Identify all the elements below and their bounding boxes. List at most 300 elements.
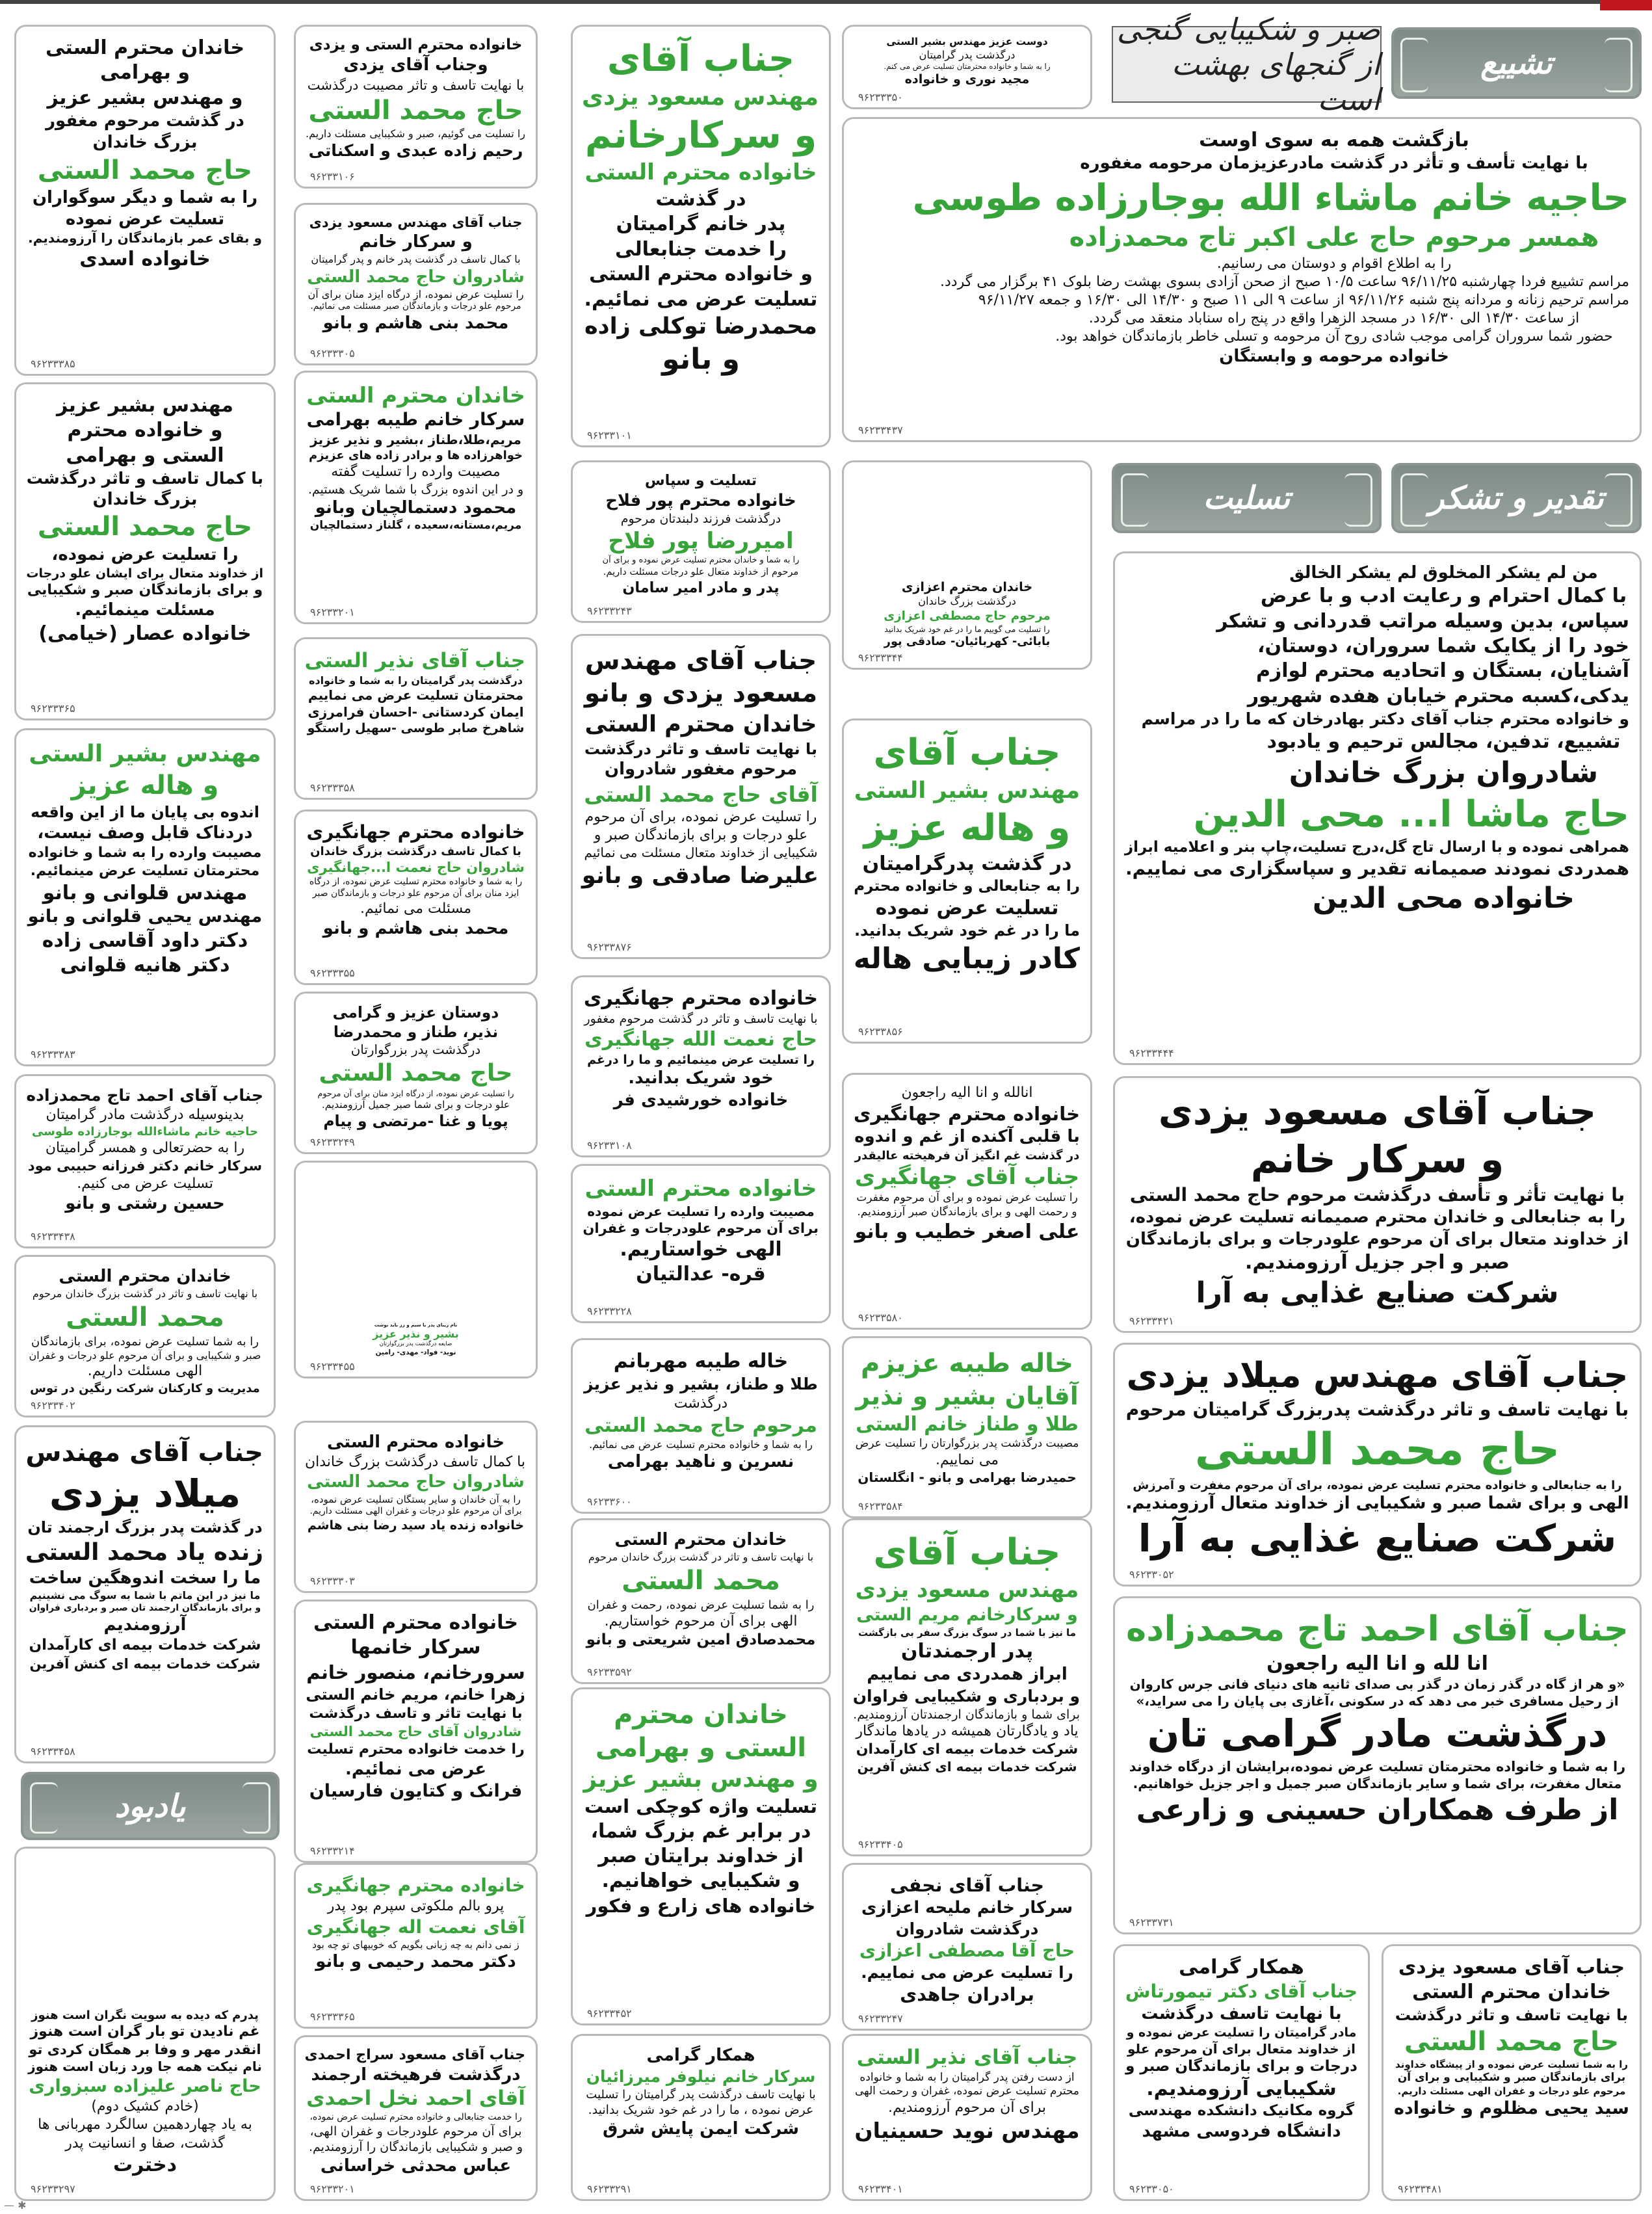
notice-line: مرحوم حاج مصطفی اعزازی (884, 609, 1051, 624)
notice-line: جناب آقای احمد تاج محمدزاده (1126, 1609, 1629, 1649)
notice-code: ۹۶۲۳۳۴۰۲ (31, 1399, 75, 1412)
notice-line: خانواده محترم الستی (313, 1611, 518, 1634)
notice-line: و مهندس بشیر عزیز (583, 1766, 819, 1793)
notice-line: همسر مرحوم حاج علی اکبر تاج محمدزاده (1069, 222, 1599, 253)
notice-line: بشیر و نذیر عزیز (373, 1328, 459, 1341)
notice-line: الهی و برای شما صبر و شکیبایی از خداوند متعال آرزومندیم. (1125, 1493, 1629, 1513)
notice-code: ۹۶۲۳۳۲۲۸ (587, 1305, 632, 1317)
notice-line: خاندان محترم الستی (306, 382, 525, 408)
notice-line: سرورخانم، منصور خانم (306, 1661, 525, 1683)
notice-line: شکیبایی از خداوند متعال مسئلت می نمائیم (584, 845, 818, 861)
notice-line: خانواده محترم جهانگیری (583, 987, 819, 1010)
notice-a1 (14, 25, 276, 376)
notice-line: الستی و بهرامی (595, 1733, 807, 1763)
notice-line: سپاس، بدین وسیله مراتب قدردانی و تشکر (1216, 609, 1629, 633)
banner-yadbood: یادبود (21, 1772, 280, 1840)
notice-line: درگذشت شادروان (895, 1919, 1039, 1939)
notice-line: مراسم ترحیم زنانه و مردانه پنج شنبه ۹۶/۱۱/۲۶ از ساعت ۹ الی ۱۱ صبح و ۱۴/۳۰ الی ۱۶/۳۰ و جمعه ۹۶/۱۱/۲۷ (978, 291, 1629, 308)
notice-b11 (294, 2035, 538, 2201)
notice-line: و خانواده محترم (67, 419, 223, 442)
notice-line: پدر ارجمندتان (900, 1639, 1034, 1663)
notice-line: خانواده اسدی (79, 248, 211, 271)
notice-line: و بانو (662, 342, 740, 376)
notice-code: ۹۶۲۳۳۴۵۸ (31, 1745, 75, 1758)
notice-b9 (294, 1600, 538, 1863)
notice-line: را به شما و خانواده محترمتان تسلیت عرض نموده،برایشان از درگاه خداوند (1129, 1758, 1626, 1774)
notice-line: با نهایت تاسف و تاثر درگذشت (584, 739, 818, 758)
notice-e7 (1382, 1944, 1642, 2201)
notice-code: ۹۶۲۳۳۰۵۲ (1129, 1568, 1174, 1581)
notice-c5 (571, 1164, 831, 1323)
notice-line: مرحوم علو درجات و غفران الهی مسئلت داریم. (1397, 2085, 1626, 2097)
notice-line: حاجیه خانم ماشاءالله بوجارزاده طوسی (31, 1125, 259, 1139)
notice-line: خانواده محترم الستی (584, 1176, 817, 1202)
notice-line: خانواده عصار (خیامی) (38, 622, 252, 645)
notice-b5 (294, 810, 538, 985)
notice-line: خاله طیبه مهربانم (613, 1350, 789, 1373)
notice-line: را تسلیت عرض مینمائیم و ما را درغم (587, 1053, 815, 1068)
notice-line: با نهایت تاثر و تاسف درگذشت (309, 1705, 523, 1722)
notice-a2 (14, 382, 276, 720)
banner-tasliat: تسلیت (1112, 463, 1382, 533)
notice-line: آقای نعمت اله جهانگیری (306, 1916, 525, 1938)
notice-line: مهندس مسعود یزدی (582, 83, 819, 111)
banner-tashyi: تشییع (1391, 27, 1642, 99)
notice-line: پویا و غنا -مرتضی و پیام (323, 1112, 508, 1131)
notice-line: مرحوم از خداوند متعال علو درجات مسئلت داریم. (603, 566, 799, 577)
notice-line: جناب آقای مسعود سراج احمدی (304, 2047, 525, 2063)
notice-line: ما را سخت اندوهگین ساخت (29, 1568, 261, 1588)
notice-line: با نهایت تاسف و تاثر در گذشت بزرگ خاندان مرحوم (32, 1287, 258, 1300)
notice-line: با نهایت تاسف و تاثر درگذشت پدربزرگ گرامیتان مرحوم (1125, 1398, 1629, 1420)
notice-line: را به شما تسلیت عرض نموده، برای بازماندگان (31, 1334, 259, 1349)
notice-line: امیررضا پور فلاح (608, 527, 794, 554)
notice-code: ۹۶۲۳۳۲۴۹ (310, 1136, 355, 1148)
notice-line: برای آن مرحوم علو درجات و غفران الهی مسئلت داریم. (309, 1505, 522, 1516)
notice-line: را تسلیت می گوئیم، صبر و شکیبایی مسئلت داریم. (306, 127, 525, 140)
notice-line: و هاله عزیز (71, 771, 219, 801)
notice-line: بزرگ خاندان (92, 133, 198, 153)
notice-code: ۹۶۲۳۳۳۴۴ (858, 652, 903, 664)
notice-line: خانواده محترم الستی و یزدی (309, 36, 523, 53)
notice-line: حاج محمد الستی (37, 512, 253, 542)
notice-line: محمد بنی هاشم و بانو (322, 918, 509, 938)
notice-line: الهی مسئلت داریم. (87, 1363, 203, 1380)
notice-line: همدردی نمودند صمیمانه تقدیر و سپاسگزاری می نماییم. (1125, 858, 1629, 880)
notice-line: خاندان محترم الستی (59, 1267, 231, 1286)
notice-code: ۹۶۲۳۳۳۰۳ (310, 1575, 355, 1587)
notice-line: صبر و اجر جزیل آرزومندیم. (1244, 1250, 1510, 1274)
notice-code: ۹۶۲۳۳۵۸۴ (858, 1500, 903, 1512)
notice-line: اندوه بی پایان ما از این واقعه (31, 803, 259, 822)
notice-code: ۹۶۲۳۳۶۰۰ (587, 1496, 632, 1508)
notice-line: را به حضرتعالی و همسر گرامیتان (45, 1140, 245, 1157)
notice-line: طلا و طناز، بشیر و نذیر عزیز (584, 1375, 818, 1394)
notice-line: جناب آقای (873, 731, 1061, 774)
notice-line: حاج محمد الستی (1194, 1423, 1560, 1475)
notice-line: خانواده محترم پور فلاح (605, 490, 796, 510)
notice-line: مریم،طلا،طناز ،بشیر و نذیر عزیز (310, 431, 521, 447)
notice-line: جناب آقای مهندس میلاد یزدی (1126, 1356, 1629, 1395)
notice-code: ۹۶۲۳۳۳۸۳ (31, 1048, 75, 1061)
notice-line: برای آن مرحوم آرزومندیم. (887, 2100, 1047, 2116)
notice-line: زنده یاد محمد الستی (25, 1539, 263, 1566)
notice-line: شرکت خدمات بیمه ای کنش آفرین (29, 1655, 261, 1672)
notice-line: شادروان بزرگ خاندان (1289, 756, 1599, 789)
notice-line: دخترت (112, 2153, 177, 2176)
notice-line: را خدمت جنابعالی و خانواده محترم تسلیت عرض نموده، (309, 2112, 522, 2123)
notice-line: مصیبت وارده را به شما و خانواده (28, 845, 262, 862)
notice-line: حاج نعمت الله جهانگیری (584, 1027, 817, 1051)
notice-code: ۹۶۲۳۳۳۰۵ (310, 347, 355, 360)
notice-line: حاج ناصر علیزاده سبزواری (29, 2076, 261, 2096)
notice-line: جناب آقای نذیر الستی (304, 649, 525, 672)
notice-line: (خادم کشیک دوم) (91, 2098, 199, 2115)
notice-e5 (1113, 1596, 1642, 1934)
notice-line: حاج آقا مصطفی اعزازی (859, 1940, 1075, 1961)
notice-b6 (294, 992, 538, 1154)
notice-line: علو درجات و برای شما صبر جمیل آرزومندیم. (321, 1098, 510, 1111)
notice-line: در برابر غم بزرگ شما، (590, 1819, 811, 1843)
notice-line: را به آن خاندان و سایر بستگان تسلیت عرض نموده، (311, 1493, 521, 1505)
notice-line: مهندس یحیی قلوانی و بانو (27, 906, 263, 927)
notice-line: و سرکار خانم (1250, 1137, 1504, 1182)
notice-code: ۹۶۲۳۳۲۴۳ (587, 605, 632, 617)
notice-line: خود را از یکایک شما سروران، دوستان، (1257, 635, 1629, 658)
notice-line: با نهایت تأسف و تأثر در گذشت مادرعزیزمان مرحومه مغفوره (1080, 153, 1588, 174)
notice-line: از خداوند متعال برای ایشان علو درجات (26, 566, 263, 581)
notice-line: نوید- فواد- مهدی- رامین (375, 1348, 456, 1356)
notice-line: دانشگاه فردوسی مشهد (1142, 2121, 1341, 2141)
notice-line: را تسلیت عرض نموده، از درگاه ایزد منان برای آن مرحوم (317, 1088, 514, 1098)
notice-line: شرکت ایمن پایش شرق (602, 2118, 800, 2139)
notice-line: را به شما تسلیت عرض نموده، رحمت و غفران (587, 1598, 815, 1612)
notice-line: انقدر مهر و وفا بر همگان کردی تو (29, 2042, 261, 2058)
notice-line: در گذشت پدر بزرگ ارجمند تان (27, 1518, 263, 1537)
notice-line: می نماییم. (935, 1451, 999, 1468)
notice-line: خاندان محترم اعزازی (901, 579, 1033, 594)
notice-line: حسین رشتی و بانو (65, 1194, 225, 1214)
notice-line: دکتر محمد رحیمی و بانو (315, 1952, 516, 1971)
notice-line: جناب آقای احمد تاج محمدزاده (26, 1086, 263, 1105)
notice-d1 (842, 25, 1092, 109)
notice-line: تسلیت عرض نموده (875, 896, 1059, 919)
notice-line: مادر گرامیتان را تسلیت عرض نموده و (1126, 2025, 1357, 2040)
notice-line: دردناک قابل وصف نیست، (37, 823, 253, 843)
notice-b3 (294, 371, 538, 624)
notice-code: ۹۶۲۳۳۴۳۸ (31, 1230, 75, 1243)
notice-code: ۹۶۲۳۳۲۱۴ (310, 1845, 355, 1857)
notice-line: را به شما و خانواده محترم تسلیت عرض نموده، از درگاه (309, 876, 523, 887)
notice-line: با نهایت تاسف و تاثر در گذشت بزرگ خاندان مرحوم (588, 1551, 814, 1564)
notice-line: در گذشت غم انگیز آن فرهیخته عالیقدر (854, 1148, 1080, 1163)
notice-e1 (842, 117, 1642, 442)
notice-code: ۹۶۲۳۳۵۸۰ (858, 1311, 903, 1324)
notice-line: عرض می نمائیم. (345, 1759, 486, 1779)
notice-line: خاله طیبه عزیزم (861, 1349, 1073, 1378)
notice-line: حاج محمد الستی (319, 1059, 513, 1087)
notice-line: جناب آقای نجفی (889, 1875, 1045, 1896)
notice-line: حاجیه خانم ماشاء الله بوجارزاده طوسی (912, 176, 1629, 219)
notice-b4 (294, 637, 538, 800)
notice-code: ۹۶۲۳۳۲۹۷ (31, 2183, 75, 2195)
notice-line: با نهایت تاسف و تاثر درگذشت (1395, 2005, 1629, 2024)
notice-line: مسئلت مینمائیم. (75, 600, 215, 620)
notice-line: مهندس بشیر الستی (854, 777, 1080, 804)
notice-line: و سرکار خانم (359, 231, 473, 252)
notice-line: جناب آقای مهندس (584, 646, 817, 676)
notice-line: بزرگ خاندان (92, 490, 198, 510)
notice-line: محمد الستی (622, 1565, 780, 1596)
notice-line: همکار گرامی (1179, 1956, 1304, 1979)
notice-line: ما را در غم خود شریک بدانید. (854, 921, 1080, 940)
notice-line: با کمال تاسف و تاثر درگذشت (26, 469, 263, 488)
notice-code: ۹۶۲۳۳۸۵۶ (858, 1025, 903, 1038)
top-rule (0, 0, 1652, 4)
notice-line: پرو بالم ملکوتی سپرم بود پدر (327, 1897, 505, 1914)
notice-line: را تسلیت عرض نموده، از درگاه ایزد منان برای آن (308, 287, 524, 300)
notice-line: با نهایت تاسف و تاثر در گذشت مرحوم مغفور (584, 1012, 818, 1027)
notice-line: شادروان حاج محمد الستی (307, 267, 525, 287)
notice-line: خاندان محترم الستی (584, 711, 817, 737)
notice-line: محترمتان تسلیت عرض مینمائیم. (30, 863, 260, 880)
notice-e6 (1113, 1944, 1370, 2201)
notice-line: و بهرامی (99, 61, 190, 85)
notice-line: خانواده های زارع و فکور (586, 1894, 816, 1917)
notice-line: از ساعت ۱۴/۳۰ الی ۱۶/۳۰ در مسجد الزهرا واقع در پنج راه سناباد منعقد می گردد. (1088, 310, 1580, 326)
notice-line: درگذشت پدر گرامیتان را به شما و خانواده (308, 674, 523, 687)
notice-line: فرانک و کتایون فارسیان (309, 1781, 523, 1802)
notice-code: ۹۶۲۳۳۳۵۵ (310, 967, 355, 979)
notice-line: مریم،مستانه،سعیده ، گلناز دستمالچیان (309, 519, 522, 533)
notice-code: ۹۶۲۳۳۴۰۵ (858, 1838, 903, 1851)
notice-line: و مهندس بشیر عزیز (47, 86, 243, 109)
notice-line: تسلیت عرض می کنیم. (77, 1176, 213, 1193)
notice-code: ۹۶۲۳۳۲۹۱ (587, 2183, 632, 2195)
notice-b10 (294, 1863, 538, 2029)
notice-line: تسلیت عرض می نمائیم. (584, 287, 818, 311)
notice-line: درگذشت پدر گرامیتان (919, 48, 1016, 61)
notice-line: یدکی،کسبه محترم خیابان هفده شهریور (1247, 684, 1629, 707)
notice-line: و صبر و شکیبایی بازماندگان را آرزومندیم. (308, 2140, 523, 2155)
notice-line: محترمتان تسلیت عرض می نماییم (308, 687, 524, 704)
notice-line: خاندان محترم (614, 1700, 788, 1730)
notice-line: از خداوند متعال برای آن مرحوم علو (1127, 2040, 1356, 2057)
notice-code: ۹۶۲۳۳۳۵۸ (310, 782, 355, 794)
notice-line: عباس محدثی خراسانی (320, 2155, 512, 2176)
notice-line: متعال مغفرت، برای شما و سایر بازماندگان صبر جمیل و اجر جزیل خواهانیم. (1133, 1775, 1622, 1791)
notice-line: نذیر، طناز و محمدرضا (333, 1023, 499, 1042)
notice-code: ۹۶۲۳۳۲۰۱ (310, 2183, 355, 2195)
notice-code: ۹۶۲۳۳۷۳۱ (1129, 1916, 1174, 1929)
notice-line: من لم یشکر المخلوق لم یشکر الخالق (1289, 563, 1598, 583)
notice-line: را به جنابعالی و خانواده محترم (854, 877, 1080, 895)
notice-line: مرحوم علو درجات و بازماندگان صبر مسئلت می نمائیم. (310, 301, 521, 312)
notice-line: محمد بنی هاشم و بانو (322, 313, 509, 334)
notice-line: شادروان آقای حاج محمد الستی (309, 1723, 522, 1739)
notice-line: خانواده محترم الستی (584, 159, 817, 186)
notice-line: خانواده محترم الستی (327, 1432, 505, 1452)
notice-line: از طرف همکاران حسینی و زارعی (1136, 1793, 1619, 1827)
notice-line: ما نیز با شما در سوگ بزرگ سفر بی بازگشت (858, 1626, 1076, 1639)
notice-line: ابراز همدردی می نماییم (867, 1665, 1068, 1685)
notice-line: خاندان محترم الستی (1411, 1981, 1612, 2004)
notice-code: ۹۶۲۳۳۱۰۱ (587, 429, 632, 441)
notice-line: حاج محمد الستی (1404, 2026, 1619, 2057)
notice-line: الهی خواستاریم. (620, 1237, 782, 1261)
notice-line: را به اطلاع اقوام و دوستان می رسانیم. (1216, 255, 1452, 272)
notice-line: علیرضا صادقی و بانو (581, 862, 819, 889)
notice-line: انالله و انا الیه راجعون (901, 1085, 1033, 1101)
notice-line: «و هر از گاه در گذر زمان در گذر بی صدای ثانیه های دنیای فانی جرس کاروان (1129, 1676, 1625, 1693)
notice-line: را به جنابعالی و خاندان محترم صمیمانه تسلیت عرض نموده، (1129, 1207, 1626, 1228)
notice-a5 (14, 1255, 276, 1417)
notice-d7 (842, 1863, 1092, 2031)
notice-line: تسلیت عرض نموده (65, 209, 225, 230)
notice-line: جناب آقای (607, 38, 795, 80)
notice-line: و برای بازماندگان ارجمند تان صبر و بردباری فراوان (29, 1602, 261, 1613)
notice-e2 (1113, 551, 1642, 1065)
notice-line: مهندس مسعود یزدی (855, 1576, 1079, 1603)
notice-line: را تسلیت عرض نموده و برای آن مرحوم مغفرت (856, 1191, 1078, 1205)
notice-line: از خداوند متعال برای آن مرحوم علودرجات و برای بازماندگان (1125, 1229, 1629, 1249)
notice-d5 (842, 1336, 1092, 1518)
notice-code: ۹۶۲۳۳۲۰۱ (310, 606, 355, 618)
notice-line: برای شما و بازماندگان ارجمندتان آرزومندیم. (853, 1707, 1080, 1722)
notice-line: مدیریت و کارکنان شرکت رنگین در توس (30, 1381, 260, 1395)
notice-line: خانواده مرحومه و وابستگان (1219, 347, 1449, 367)
top-red-marker (1600, 0, 1652, 10)
notice-line: خانواده زنده یاد سید رضا بنی هاشم (307, 1518, 525, 1533)
notice-line: حاج ماشا ا... محی الدین (1193, 793, 1629, 836)
notice-b8 (294, 1421, 538, 1593)
notice-line: انا لله و انا الیه راجعون (1266, 1652, 1488, 1675)
notice-line: شرکت صنایع غذایی به آرا (1138, 1516, 1617, 1561)
notice-line: و سرکارخانم مریم الستی (856, 1605, 1078, 1626)
notice-c4 (571, 975, 831, 1157)
notice-line: تشییع، تدفین، مجالس ترحیم و یادبود (1266, 730, 1621, 754)
notice-line: درگذشت بزرگ خاندان (918, 595, 1016, 608)
notice-line: را تسلیت عرض می نماییم. (861, 1963, 1073, 1983)
notice-line: و بردباری و شکیبایی فراوان (852, 1686, 1080, 1706)
notice-line: درجات و برای بازماندگان صبر و (1125, 2058, 1357, 2076)
notice-line: را تسلیت عرض نموده، (51, 544, 239, 564)
notice-b1 (294, 25, 538, 189)
notice-line: در گذشت (655, 187, 746, 211)
notice-line: الهی برای آن مرحوم خواستاریم. (604, 1613, 798, 1629)
notice-line: سید یحیی مظلوم و خانواده (1394, 2098, 1629, 2118)
notice-line: غم نادیدن تو بار گران است هنوز (30, 2023, 260, 2040)
notice-e3 (1113, 1076, 1642, 1333)
notice-line: حاج محمد الستی (37, 155, 253, 185)
notice-line: سرکار خانم طیبه بهرامی (306, 410, 525, 430)
banner-taqdir: تقدیر و تشکر (1391, 463, 1642, 533)
notice-line: سرکار خانم ملیحه اعزازی (861, 1898, 1073, 1918)
notice-line: با نهایت تاسف درگذشت (1141, 2004, 1342, 2024)
notice-c7 (571, 1518, 831, 1684)
notice-a3 (14, 728, 276, 1066)
notice-line: را تسلیت عرض نموده، برای آن مرحوم (584, 808, 817, 825)
notice-line: جناب آقای مسعود یزدی (1158, 1089, 1597, 1133)
notice-line: گروه مکانیک دانشکده مهندسی (1128, 2102, 1355, 2120)
notice-code: ۹۶۲۳۳۴۲۱ (1129, 1315, 1174, 1327)
notice-c6 (571, 1338, 831, 1514)
notice-line: آقای حاج محمد الستی (584, 781, 818, 807)
notice-line: مهندس بشیر عزیز (56, 394, 234, 417)
notice-code: ۹۶۲۳۳۵۹۲ (587, 1666, 632, 1678)
notice-line: و رحمت الهی و برای بازماندگان صبر آرزومندیم. (857, 1205, 1077, 1219)
notice-line: در گذشت پدرگرامیتان (862, 852, 1072, 876)
notice-d4 (842, 1073, 1092, 1330)
notice-line: تسلیت و سپاس (644, 472, 757, 489)
notice-line: مهندس بشیر الستی (29, 741, 261, 767)
notice-line: در گذشت مرحوم مغفور (46, 111, 244, 131)
notice-line: به یاد چهاردهمین سالگرد مهربانی ها (38, 2116, 252, 2133)
notice-line: سرکار خانم دکتر فرزانه حبیبی مود (27, 1158, 263, 1174)
notice-line: با نهایت تأثر و تأسف درگذشت مرحوم حاج محمد الستی (1129, 1184, 1625, 1206)
notice-line: ز نمی دانم به چه زبانی بگویم که خوبیهای تو چه بود (312, 1938, 519, 1951)
notice-line: و شکیبایی خواهانیم. (601, 1869, 800, 1893)
notice-line: جناب آقای مهندس (25, 1438, 263, 1468)
notice-line: خانواده محی الدین (1312, 881, 1575, 915)
notice-line: شادروان حاج نعمت ا...جهانگیری (307, 859, 525, 875)
notice-line: درگذشت فرهیخته ارجمند (311, 2065, 521, 2085)
notice-code: ۹۶۲۳۳۴۳۷ (858, 424, 903, 436)
notice-line: و بقای عمر بازماندگان را آرزومندیم. (28, 230, 262, 246)
notice-a7 (14, 1847, 276, 2201)
notice-line: خانواده خورشیدی فر (613, 1090, 789, 1110)
notice-line: آشنایان، بستگان و اتحادیه محترم لوازم (1255, 659, 1629, 683)
notice-b2 (294, 203, 538, 365)
notice-code: ۹۶۲۳۳۴۵۵ (310, 1360, 355, 1373)
notice-line: مصیبت وارده را تسلیت گفته (331, 464, 501, 481)
notice-line: رحیم زاده عبدی و اسکناتی (308, 141, 523, 161)
notice-line: زهرا خانم، مریم خانم الستی (306, 1685, 525, 1704)
notice-line: مصیبت وارده را تسلیت عرض نموده (587, 1203, 815, 1219)
notice-c3 (571, 634, 831, 959)
notice-line: بازگشت همه به سوی اوست (1199, 129, 1469, 152)
notice-line: تسلیت واژه کوچکی است (584, 1795, 818, 1818)
notice-line: را به شما تسلیت عرض نموده و از پیشگاه خداوند (1395, 2058, 1628, 2070)
notice-line: سرکار خانمها (350, 1636, 481, 1659)
notice-line: شاهرخ صابر طوسی -سهیل راستگو (307, 721, 525, 736)
notice-line: حضور شما سروران گرامی موجب شادی روح آن مرحومه و تسلی خاطر بازماندگان خواهد بود. (1055, 328, 1613, 345)
notice-line: شرکت خدمات بیمه ای کنش آفرین (857, 1759, 1077, 1775)
notice-line: عرض نموده ، ما را در غم خود شریک بدانید. (588, 2103, 814, 2118)
notice-line: از خداوند برایتان صبر (598, 1844, 804, 1867)
notice-e4 (1113, 1343, 1642, 1587)
notice-code: ۹۶۲۳۳۴۵۲ (587, 2007, 632, 2020)
notice-c8 (571, 1687, 831, 2025)
notice-code: ۹۶۲۳۳۳۶۵ (31, 702, 75, 715)
notice-line: با قلبی آکنده از غم و اندوه (854, 1127, 1080, 1147)
notice-line: را به شما و دیگر سوگواران (32, 187, 258, 207)
notice-line: مصیبت درگذشت پدر بزرگوارتان را تسلیت عرض (855, 1437, 1079, 1451)
notice-line: جناب آقای مسعود یزدی (1398, 1956, 1625, 1979)
notice-line: و در این اندوه بزرگ با شما شریک هستیم. (308, 482, 524, 497)
notice-code: ۹۶۲۳۳۲۴۷ (858, 2012, 903, 2025)
notice-line: همراهی نموده و با ارسال تاج گل،درج تسلیت،چاپ بنر و اعلامیه ابراز (1124, 838, 1629, 856)
notice-line: با کمال تاسف درگذشت بزرگ خاندان (310, 844, 521, 858)
notice-line: و خانواده محترم الستی (588, 263, 813, 286)
notice-line: کادر زیبایی هاله (853, 942, 1080, 976)
notice-line: میلاد یزدی (49, 1471, 241, 1516)
notice-d6 (842, 1518, 1092, 1856)
notice-line: را به شما و خانواده محترمتان تسلیت عرض می کنم. (884, 62, 1051, 72)
notice-line: را به جنابعالی و خانواده محترم تسلیت عرض نموده، برای آن مرحوم مغفرت و آمرزش (1133, 1478, 1622, 1492)
notice-line: نام نیکت همه جا ورد زبان است هنوز (28, 2059, 262, 2075)
notice-code: ۹۶۲۳۳۴۰۱ (858, 2183, 903, 2195)
